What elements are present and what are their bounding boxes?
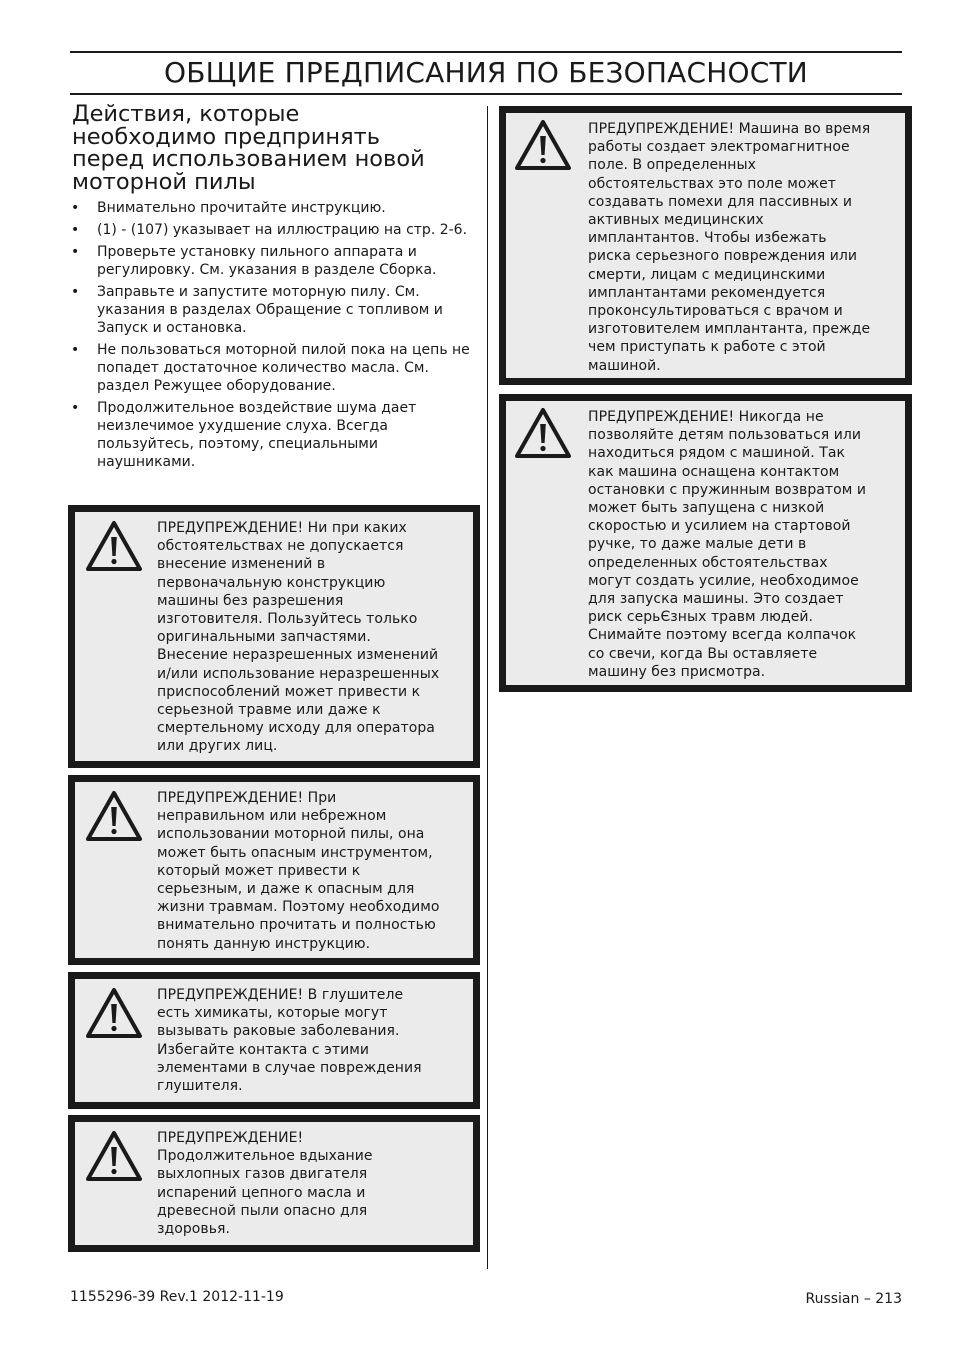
warning-box-electromagnetic-field — [499, 106, 912, 385]
warning-text-line: чем приступать к работе с этой — [588, 339, 826, 356]
section-heading-line: моторной пилы — [72, 168, 256, 195]
warning-box-modifications — [68, 505, 480, 768]
warning-text-line: серьезной травме или даже к — [157, 702, 381, 719]
warning-text-line: могут создать усилие, необходимое — [588, 572, 859, 589]
header-rule-bottom — [70, 93, 902, 95]
warning-text-line: приспособлений может привести к — [157, 683, 421, 700]
warning-text — [157, 986, 473, 1095]
warning-box-exhaust-fumes — [68, 1115, 480, 1252]
warning-text-line: машину без присмотра. — [588, 663, 766, 680]
warning-text-line: ПРЕДУПРЕЖДЕНИЕ! В глушителе — [157, 987, 404, 1003]
warning-text-line: выхлопных газов двигателя — [157, 1166, 368, 1183]
warning-text — [588, 408, 906, 681]
warning-text-line: скоростью и усилием на стартовой — [588, 518, 851, 535]
warning-text-line: который может привести к — [157, 862, 361, 879]
warning-triangle-icon — [85, 520, 143, 572]
warning-text — [588, 120, 906, 375]
warning-text-line: определенных обстоятельствах — [588, 554, 828, 571]
warning-triangle-icon — [514, 407, 572, 459]
warning-text-line: для запуска машины. Это создает — [588, 591, 844, 608]
warning-triangle-icon — [85, 790, 143, 842]
warning-text-line: имплантантами рекомендуется — [588, 284, 826, 301]
warning-text-line: создавать помехи для пассивных и — [588, 193, 852, 210]
checklist-item: • (1) - (107) указывает на иллюстрацию на стр. 2-6. — [70, 221, 475, 239]
warning-box-children — [499, 394, 912, 692]
warning-text-line: ПРЕДУПРЕЖДЕНИЕ! Машина во время — [588, 121, 871, 137]
warning-text-line: Избегайте контакта с этими — [157, 1041, 370, 1058]
warning-text-line: первоначальную конструкцию — [157, 574, 386, 591]
warning-text-line: элементами в случае повреждения — [157, 1059, 422, 1076]
warning-text-line: есть химикаты, которые могут — [157, 1005, 388, 1022]
warning-text-line: здоровья. — [157, 1221, 230, 1238]
warning-text-line: Продолжительное вдыхание — [157, 1148, 373, 1165]
document-reference: 1155296-39 Rev.1 2012-11-19 — [70, 1289, 284, 1305]
warning-text-line: находиться рядом с машиной. Так — [588, 445, 845, 462]
warning-text-line: может быть опасным инструментом, — [157, 844, 433, 861]
section-heading-line: Действия, которые — [72, 101, 300, 127]
checklist-item: • Продолжительное воздействие шума дает неизлечимое ухудшение слуха. Всегда пользуйтесь, поэтому, специальными наушниками. — [70, 399, 475, 471]
warning-text-line: машиной. — [588, 357, 661, 374]
warning-text — [157, 1129, 473, 1238]
section-heading — [72, 103, 482, 193]
warning-text-line: риск серьЄзных травм людей. — [588, 609, 814, 626]
header-rule-top — [70, 51, 902, 53]
warning-text-line: испарений цепного масла и — [157, 1184, 366, 1201]
warning-text-line: изготовителя. Пользуйтесь только — [157, 611, 418, 628]
warning-text-line: внесение изменений в — [157, 556, 326, 573]
warning-text-line: поле. В определенных — [588, 157, 756, 174]
warning-text-line: смертельному исходу для оператора — [157, 720, 435, 737]
preparation-checklist — [70, 199, 475, 475]
warning-text-line: позволяйте детям пользоваться или — [588, 427, 862, 444]
warning-text-line: вызывать раковые заболевания. — [157, 1023, 400, 1040]
warning-text-line: остановки с пружинным возвратом и — [588, 481, 866, 498]
section-heading-line: необходимо предпринять — [72, 123, 380, 150]
warning-text-line: проконсультироваться с врачом и — [588, 303, 843, 320]
warning-text-line: Снимайте поэтому всегда колпачок — [588, 627, 857, 644]
warning-text-line: обстоятельствах это поле может — [588, 175, 837, 192]
warning-text-line: со свечи, когда Вы оставляете — [588, 645, 818, 662]
warning-text-line: внимательно прочитать и полностью — [157, 917, 436, 934]
warning-text-line: древесной пыли опасно для — [157, 1202, 368, 1219]
column-divider — [487, 106, 488, 1269]
warning-triangle-icon — [85, 987, 143, 1039]
warning-text-line: глушителя. — [157, 1078, 243, 1095]
warning-text-line: ПРЕДУПРЕЖДЕНИЕ! При — [157, 790, 337, 806]
warning-triangle-icon — [514, 119, 572, 171]
warning-text-line: Внесение неразрешенных изменений — [157, 647, 439, 664]
warning-text-line: понять данную инструкцию. — [157, 935, 371, 952]
checklist-item: • Не пользоваться моторной пилой пока на цепь не попадет достаточное количество масла. См. раздел Режущее оборудование. — [70, 341, 475, 395]
warning-text-line: обстоятельствах не допускается — [157, 538, 404, 555]
section-heading-line: перед использованием новой — [72, 146, 425, 172]
warning-text-line: машины без разрешения — [157, 592, 344, 609]
warning-text-line: неправильном или небрежном — [157, 808, 387, 825]
warning-text-line: ручке, то даже малые дети в — [588, 536, 807, 553]
warning-text — [157, 519, 473, 756]
warning-text-line: изготовителем имплантанта, прежде — [588, 321, 871, 338]
warning-text-line: активных медицинских — [588, 212, 764, 229]
warning-text-line: риска серьезного повреждения или — [588, 248, 858, 265]
page-number: Russian – 213 — [805, 1291, 902, 1307]
warning-text-line: серьезным, и даже к опасным для — [157, 881, 415, 898]
checklist-item: • Проверьте установку пильного аппарата и регулировку. См. указания в разделе Сборка. — [70, 243, 475, 279]
warning-triangle-icon — [85, 1130, 143, 1182]
warning-text-line: ПРЕДУПРЕЖДЕНИЕ! — [157, 1130, 304, 1146]
warning-text-line: жизни травмам. Поэтому необходимо — [157, 899, 440, 916]
warning-text-line: как машина оснащена контактом — [588, 463, 840, 480]
warning-text-line: ПРЕДУПРЕЖДЕНИЕ! Никогда не — [588, 409, 824, 425]
warning-text-line: смерти, лицам с медицинскими — [588, 266, 826, 283]
warning-text-line: или других лиц. — [157, 738, 278, 755]
warning-text-line: и/или использование неразрешенных — [157, 665, 440, 682]
warning-box-muffler-chemicals — [68, 972, 480, 1109]
warning-box-misuse — [68, 775, 480, 965]
warning-text-line: работы создает электромагнитное — [588, 139, 850, 156]
checklist-item: • Заправьте и запустите моторную пилу. См. указания в разделах Обращение с топливом и Запуск и остановка. — [70, 283, 475, 337]
warning-text-line: может быть запущена с низкой — [588, 500, 825, 517]
warning-text — [157, 789, 473, 953]
checklist-item: • Внимательно прочитайте инструкцию. — [70, 199, 475, 217]
warning-text-line: использовании моторной пилы, она — [157, 826, 425, 843]
warning-text-line: имплантантов. Чтобы избежать — [588, 230, 827, 247]
warning-text-line: оригинальными запчастями. — [157, 629, 371, 646]
page-title: ОБЩИЕ ПРЕДПИСАНИЯ ПО БЕЗОПАСНОСТИ — [164, 56, 808, 89]
warning-text-line: ПРЕДУПРЕЖДЕНИЕ! Ни при каких — [157, 520, 407, 536]
